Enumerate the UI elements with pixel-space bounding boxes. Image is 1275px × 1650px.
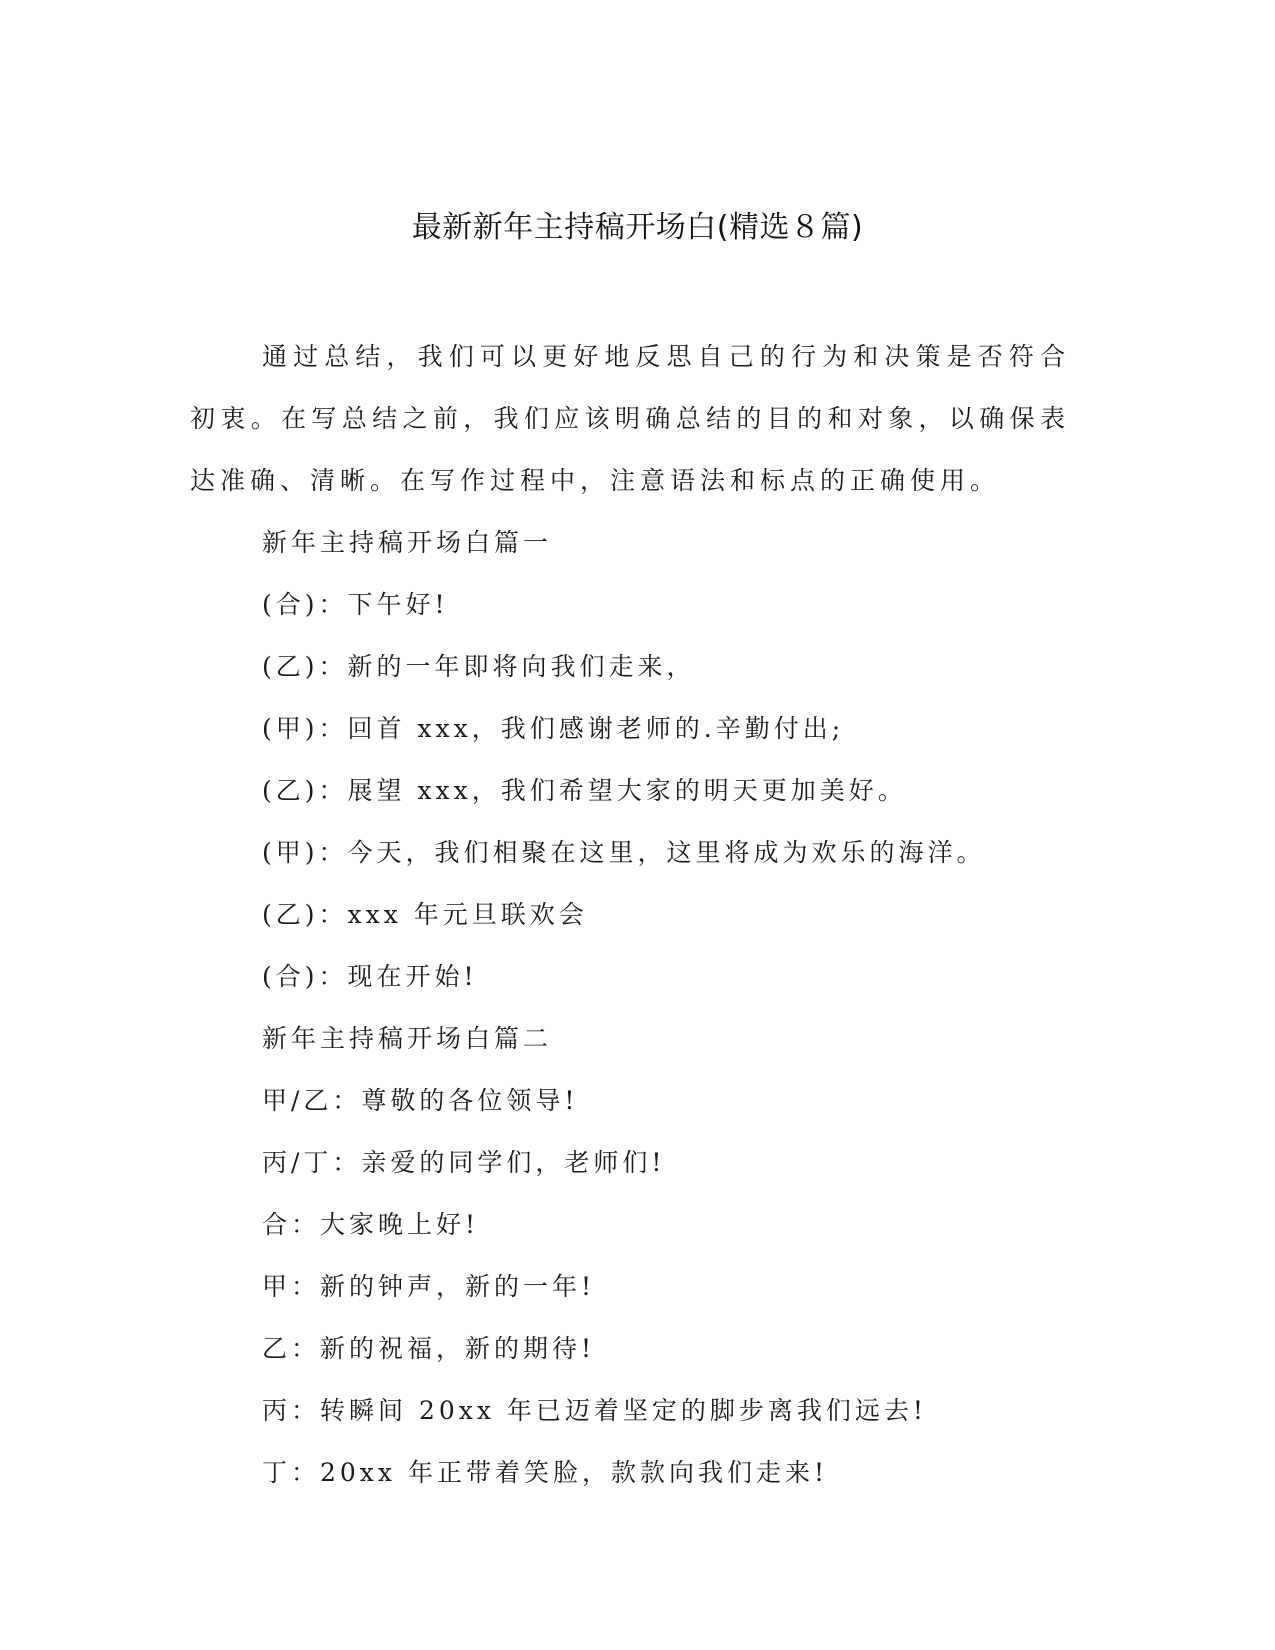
script-line: (乙)：新的一年即将向我们走来， [262,652,696,681]
section-heading-1: 新年主持稿开场白篇一 [262,528,553,557]
script-line: 丙/丁：亲爱的同学们，老师们! [262,1148,666,1177]
script-line: (甲)：回首 xxx，我们感谢老师的.辛勤付出; [262,714,845,743]
script-line: (甲)：今天，我们相聚在这里，这里将成为欢乐的海洋。 [262,838,986,867]
script-line: 甲：新的钟声，新的一年! [262,1272,596,1301]
script-line: 丙：转瞬间 20xx 年已迈着坚定的脚步离我们远去! [262,1396,927,1425]
script-line: 合：大家晚上好! [262,1210,480,1239]
script-line: (乙)：展望 xxx，我们希望大家的明天更加美好。 [262,776,907,805]
script-line: (乙)：xxx 年元旦联欢会 [262,900,588,929]
script-line: 甲/乙：尊敬的各位领导! [262,1086,579,1115]
document-title: 最新新年主持稿开场白(精选８篇) [411,210,864,245]
script-line: 丁：20xx 年正带着笑脸，款款向我们走来! [262,1458,829,1487]
intro-paragraph: 通过总结，我们可以更好地反思自己的行为和决策是否符合初衷。在写总结之前，我们应该明确总结的目的和对象，以确保表达准确、清晰。在写作过程中，注意语法和标点的正确使用。 [190,342,1070,495]
script-line: (合)：现在开始! [262,962,478,991]
script-line: (合)：下午好! [262,590,449,619]
script-lines [262,512,1062,1504]
script-line: 乙：新的祝福，新的期待! [262,1334,596,1363]
section-heading-2: 新年主持稿开场白篇二 [262,1024,553,1053]
